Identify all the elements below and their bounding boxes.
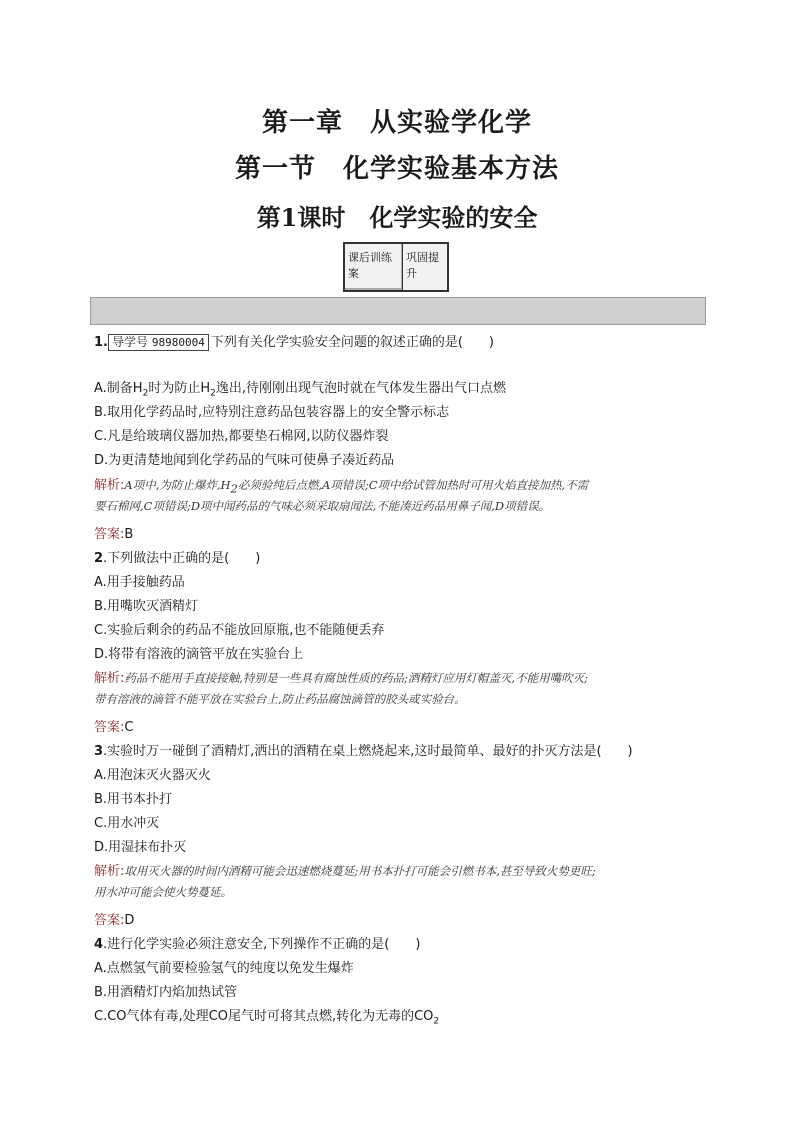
q3-option-d: D.用湿抹布扑灭 — [94, 840, 187, 855]
q2-explanation-line1 — [94, 667, 588, 686]
explanation-label: 解析: — [94, 478, 125, 493]
q3-stem-line — [94, 740, 633, 759]
q1-option-b: B.取用化学药品时,应特别注意药品包装容器上的安全警示标志 — [94, 405, 450, 420]
lesson-title — [0, 198, 794, 233]
answer-label: 答案: — [94, 527, 125, 542]
q3-option-a: A.用泡沫灭火器灭火 — [94, 768, 211, 783]
q2-exp-text: 药品不能用手直接接触,特别是一些具有腐蚀性质的药品;酒精灯应用灯帽盖灭,不能用嘴吹灭; — [124, 671, 588, 685]
section-title: 第一节 化学实验基本方法 — [234, 154, 559, 184]
q2-explanation-line2: 带有溶液的滴管不能平放在实验台上,防止药品腐蚀滴管的胶头或实验台。 — [94, 692, 466, 706]
q4-stem-line — [94, 933, 420, 952]
q4-number: 4 — [94, 937, 104, 952]
lesson-name: 课时 化学实验的安全 — [297, 204, 538, 232]
q2-option-d: D.将带有溶液的滴管平放在实验台上 — [94, 647, 304, 662]
answer-value: B — [124, 527, 134, 542]
section-header-bar — [90, 297, 706, 325]
q1-explanation-line2: 要石棉网,C项错误;D项中闻药品的气味必须采取扇闻法,不能凑近药品用鼻子闻,D项错误。 — [94, 499, 551, 513]
tab-consolidation[interactable]: 巩固提升 — [406, 251, 439, 280]
q2-answer — [94, 716, 133, 735]
q4-option-a: A.点燃氢气前要检验氢气的纯度以免发生爆炸 — [94, 961, 354, 976]
subscript: 2 — [230, 481, 238, 496]
q1-a-part3: 逸出,待刚刚出现气泡时就在气体发生器出气口点燃 — [215, 381, 506, 396]
subscript: 2 — [210, 388, 216, 399]
q1-stem: 下列有关化学实验安全问题的叙述正确的是( ) — [210, 335, 494, 350]
q1-a-part1: A.制备H — [94, 381, 143, 396]
q1-option-a — [94, 377, 506, 399]
q4-option-b: B.用酒精灯内焰加热试管 — [94, 985, 238, 1000]
badge-label: 导学号 — [112, 335, 149, 349]
q3-option-c: C.用水冲灭 — [94, 816, 160, 831]
q3-option-b: B.用书本扑打 — [94, 792, 173, 807]
q2-option-b: B.用嘴吹灭酒精灯 — [94, 599, 199, 614]
chapter-title: 第一章 从实验学化学 — [261, 108, 532, 138]
answer-label: 答案: — [94, 913, 125, 928]
guide-number-badge[interactable] — [108, 334, 209, 351]
badge-code: 98980004 — [151, 336, 205, 349]
q1-stem-line: 1. 导学号 98980004 下列有关化学实验安全问题的叙述正确的是( ) — [94, 335, 494, 350]
q2-stem-line — [94, 547, 260, 566]
q1-option-d: D.为更清楚地闻到化学药品的气味可使鼻子凑近药品 — [94, 453, 395, 468]
q2-number: 2 — [94, 551, 104, 566]
q4-option-c — [94, 1005, 439, 1027]
subscript: 2 — [142, 388, 149, 399]
q3-explanation-line2: 用水冲可能会使火势蔓延。 — [94, 885, 232, 899]
q3-explanation-line1 — [94, 860, 596, 879]
q2-stem: .下列做法中正确的是( ) — [103, 551, 261, 566]
tab-bar — [343, 242, 449, 292]
explanation-label: 解析: — [94, 671, 125, 686]
q1-a-part2: 时为防止H — [148, 381, 211, 396]
q1-number: 1 — [94, 335, 104, 350]
q2-option-c: C.实验后剩余的药品不能放回原瓶,也不能随便丢弃 — [94, 623, 385, 638]
q2-option-a: A.用手接触药品 — [94, 575, 185, 590]
q3-answer — [94, 909, 134, 928]
lesson-number: 第1 — [256, 203, 298, 232]
q1-exp-part2: 必须验纯后点燃,A项错误;C项中给试管加热时可用火焰直接加热,不需 — [237, 478, 589, 492]
answer-value: D — [124, 913, 135, 928]
q3-number: 3 — [94, 744, 104, 759]
q3-exp-text: 取用灭火器的时间内酒精可能会迅速燃烧蔓延;用书本扑打可能会引燃书本,甚至导致火势更旺; — [124, 864, 596, 878]
q3-stem: .实验时万一碰倒了酒精灯,洒出的酒精在桌上燃烧起来,这时最简单、最好的扑灭方法是( ) — [103, 744, 633, 759]
explanation-label: 解析: — [94, 864, 125, 879]
q1-answer — [94, 523, 133, 542]
answer-label: 答案: — [94, 720, 125, 735]
tab-after-class-training[interactable]: 课后训练案 — [345, 244, 403, 290]
q4-c-text: C.CO气体有毒,处理CO尾气时可将其点燃,转化为无毒的CO — [94, 1009, 434, 1024]
subscript: 2 — [433, 1016, 440, 1027]
q1-explanation-line1 — [94, 474, 588, 496]
q1-exp-part1: A项中,为防止爆炸,H — [124, 478, 231, 492]
q1-option-c: C.凡是给玻璃仪器加热,都要垫石棉网,以防仪器炸裂 — [94, 429, 389, 444]
answer-value: C — [124, 720, 134, 735]
q4-stem: .进行化学实验必须注意安全,下列操作不正确的是( ) — [103, 937, 421, 952]
